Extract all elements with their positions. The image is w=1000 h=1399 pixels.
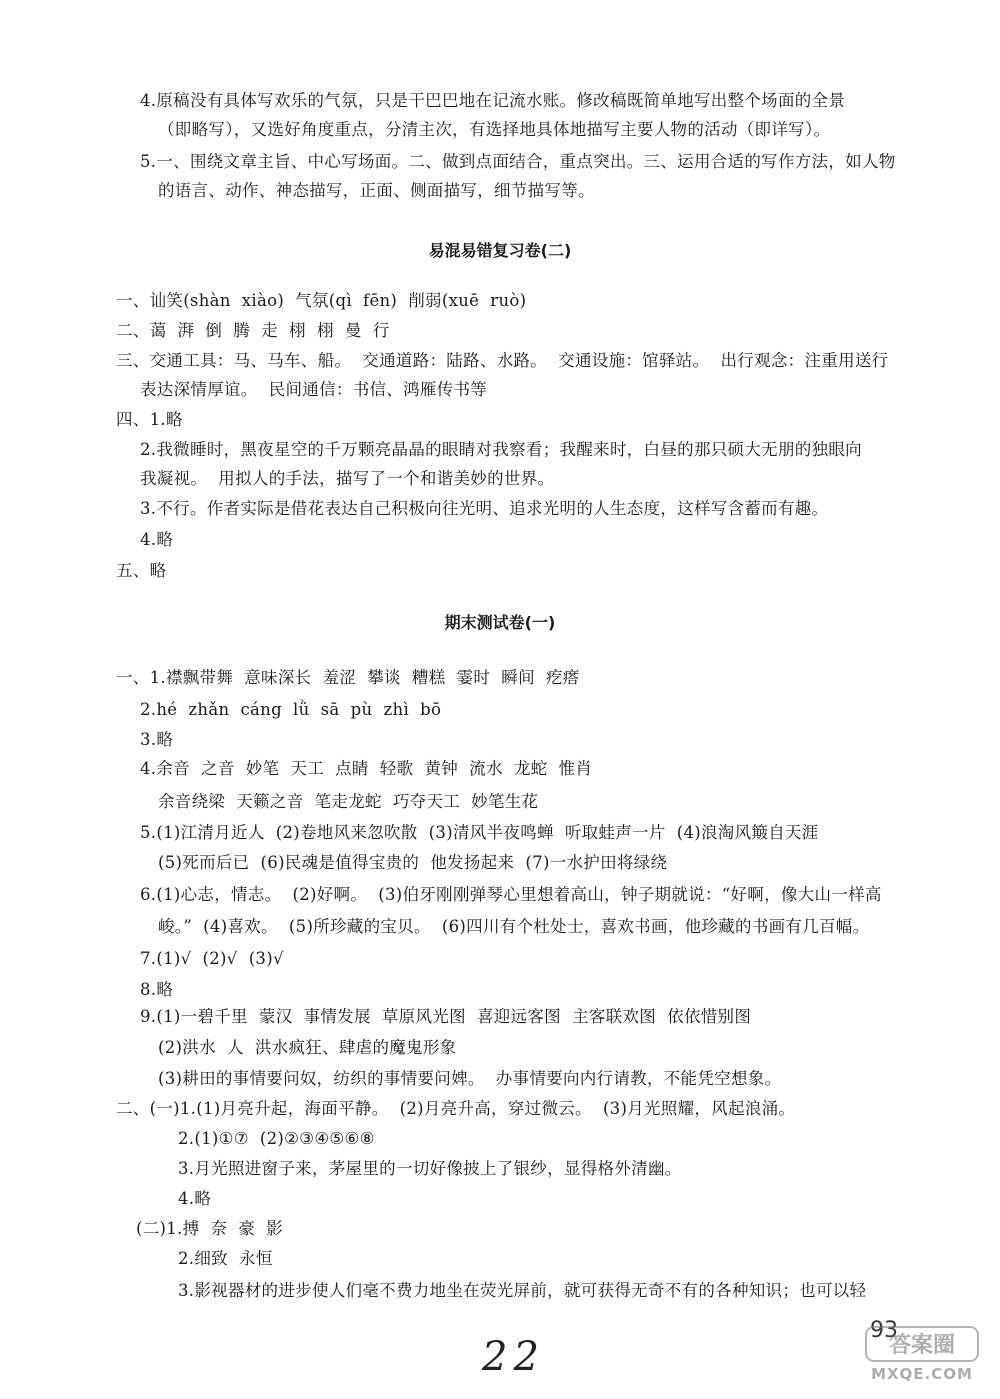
text-line: 2.hé zhǎn cáng lǜ sā pù zhì bō	[140, 700, 442, 719]
text-line: (2)洪水 人 洪水疯狂、肆虐的魔鬼形象	[158, 1038, 457, 1057]
text-line: 5.一、围绕文章主旨、中心写场面。二、做到点面结合，重点突出。三、运用合适的写作方法，如人物	[140, 152, 896, 171]
text-line: 峻。” (4)喜欢。 (5)所珍藏的宝贝。 (6)四川有个杜处士，喜欢书画，他珍藏的书画有几百幅。	[158, 917, 870, 936]
watermark-top-text: 答案圈	[888, 1333, 956, 1358]
section-title: 易混易错复习卷(二)	[428, 241, 572, 260]
text-line: （即略写），又选好角度重点，分清主次，有选择地具体地描写主要人物的活动（即详写）。	[158, 120, 831, 139]
text-line: 4.略	[140, 530, 174, 549]
text-line: 五、略	[116, 561, 167, 580]
text-line: 7.(1)√ (2)√ (3)√	[140, 949, 284, 968]
text-line: 表达深情厚谊。 民间通信：书信、鸿雁传书等	[140, 380, 488, 399]
text-line: (二)1.搏 奈 豪 影	[136, 1219, 284, 1238]
text-line: 3.略	[140, 730, 174, 749]
text-line: 我凝视。 用拟人的手法，描写了一个和谐美妙的世界。	[140, 469, 555, 488]
watermark-bottom-text: MXQE.COM	[871, 1365, 973, 1383]
text-line: (5)死而后已 (6)民魂是值得宝贵的 他发扬起来 (7)一水护田将绿绕	[158, 853, 668, 872]
text-line: 4.略	[178, 1189, 212, 1208]
text-line: (3)耕田的事情要问奴，纺织的事情要问婢。 办事情要向内行请教，不能凭空想象。	[158, 1069, 782, 1088]
text-line: 5.(1)江清月近人 (2)卷地风来忽吹散 (3)清风半夜鸣蝉 听取蛙声一片 (4)浪淘风簸自天涯	[140, 823, 819, 842]
text-line: 4.原稿没有具体写欢乐的气氛，只是干巴巴地在记流水账。修改稿既简单地写出整个场面的全景	[140, 91, 846, 110]
text-line: 一、讪笑(shàn xiào) 气氛(qì fēn) 削弱(xuē ruò)	[116, 291, 527, 310]
section-title: 期末测试卷(一)	[444, 613, 556, 632]
watermark-logo	[862, 1323, 982, 1385]
text-line: 8.略	[140, 980, 174, 999]
text-line: 2.细致 永恒	[178, 1249, 273, 1268]
text-line: 4.余音 之音 妙笔 天工 点睛 轻歌 黄钟 流水 龙蛇 惟肖	[140, 759, 593, 778]
text-line: 一、1.襟飘带舞 意味深长 羞涩 攀谈 糟糕 霎时 瞬间 疙瘩	[116, 668, 580, 687]
page-number: 93	[870, 1318, 898, 1343]
text-line: 3.月光照进窗子来，茅屋里的一切好像披上了银纱，显得格外清幽。	[178, 1159, 682, 1178]
text-line: 的语言、动作、神态描写，正面、侧面描写，细节描写等。	[158, 181, 595, 200]
text-line: 9.(1)一碧千里 蒙汉 事情发展 草原风光图 喜迎远客图 主客联欢图 依依惜别图	[140, 1007, 752, 1026]
text-line: 3.不行。作者实际是借花表达自己积极向往光明、追求光明的人生态度，这样写含蓄而有趣。	[140, 499, 829, 518]
text-line: 二、蔼 湃 倒 腾 走 栩 栩 曼 行	[116, 321, 390, 340]
text-line: 二、(一)1.(1)月亮升起，海面平静。 (2)月亮升高，穿过微云。 (3)月光照耀，风起浪涌。	[116, 1099, 796, 1118]
text-line: 余音绕梁 天籁之音 笔走龙蛇 巧夺天工 妙笔生花	[158, 792, 539, 811]
text-line: 6.(1)心志，情志。 (2)好啊。 (3)伯牙刚刚弹琴心里想着高山，钟子期就说：“好啊，像大山一样高	[140, 885, 882, 904]
text-line: 2.我微睡时，黑夜星空的千万颗亮晶晶的眼睛对我察看；我醒来时，白昼的那只硕大无朋的独眼向	[140, 440, 862, 459]
text-line: 3.影视器材的进步使人们毫不费力地坐在荧光屏前，就可获得无奇不有的各种知识；也可以轻	[178, 1281, 867, 1300]
text-line: 三、交通工具：马、马车、船。 交通道路：陆路、水路。 交通设施：馆驿站。 出行观念：注重用送行	[116, 351, 889, 370]
text-line: 四、1.略	[116, 410, 183, 429]
handwritten-number: 22	[482, 1334, 545, 1380]
text-line: 2.(1)①⑦ (2)②③④⑤⑥⑧	[178, 1129, 375, 1148]
